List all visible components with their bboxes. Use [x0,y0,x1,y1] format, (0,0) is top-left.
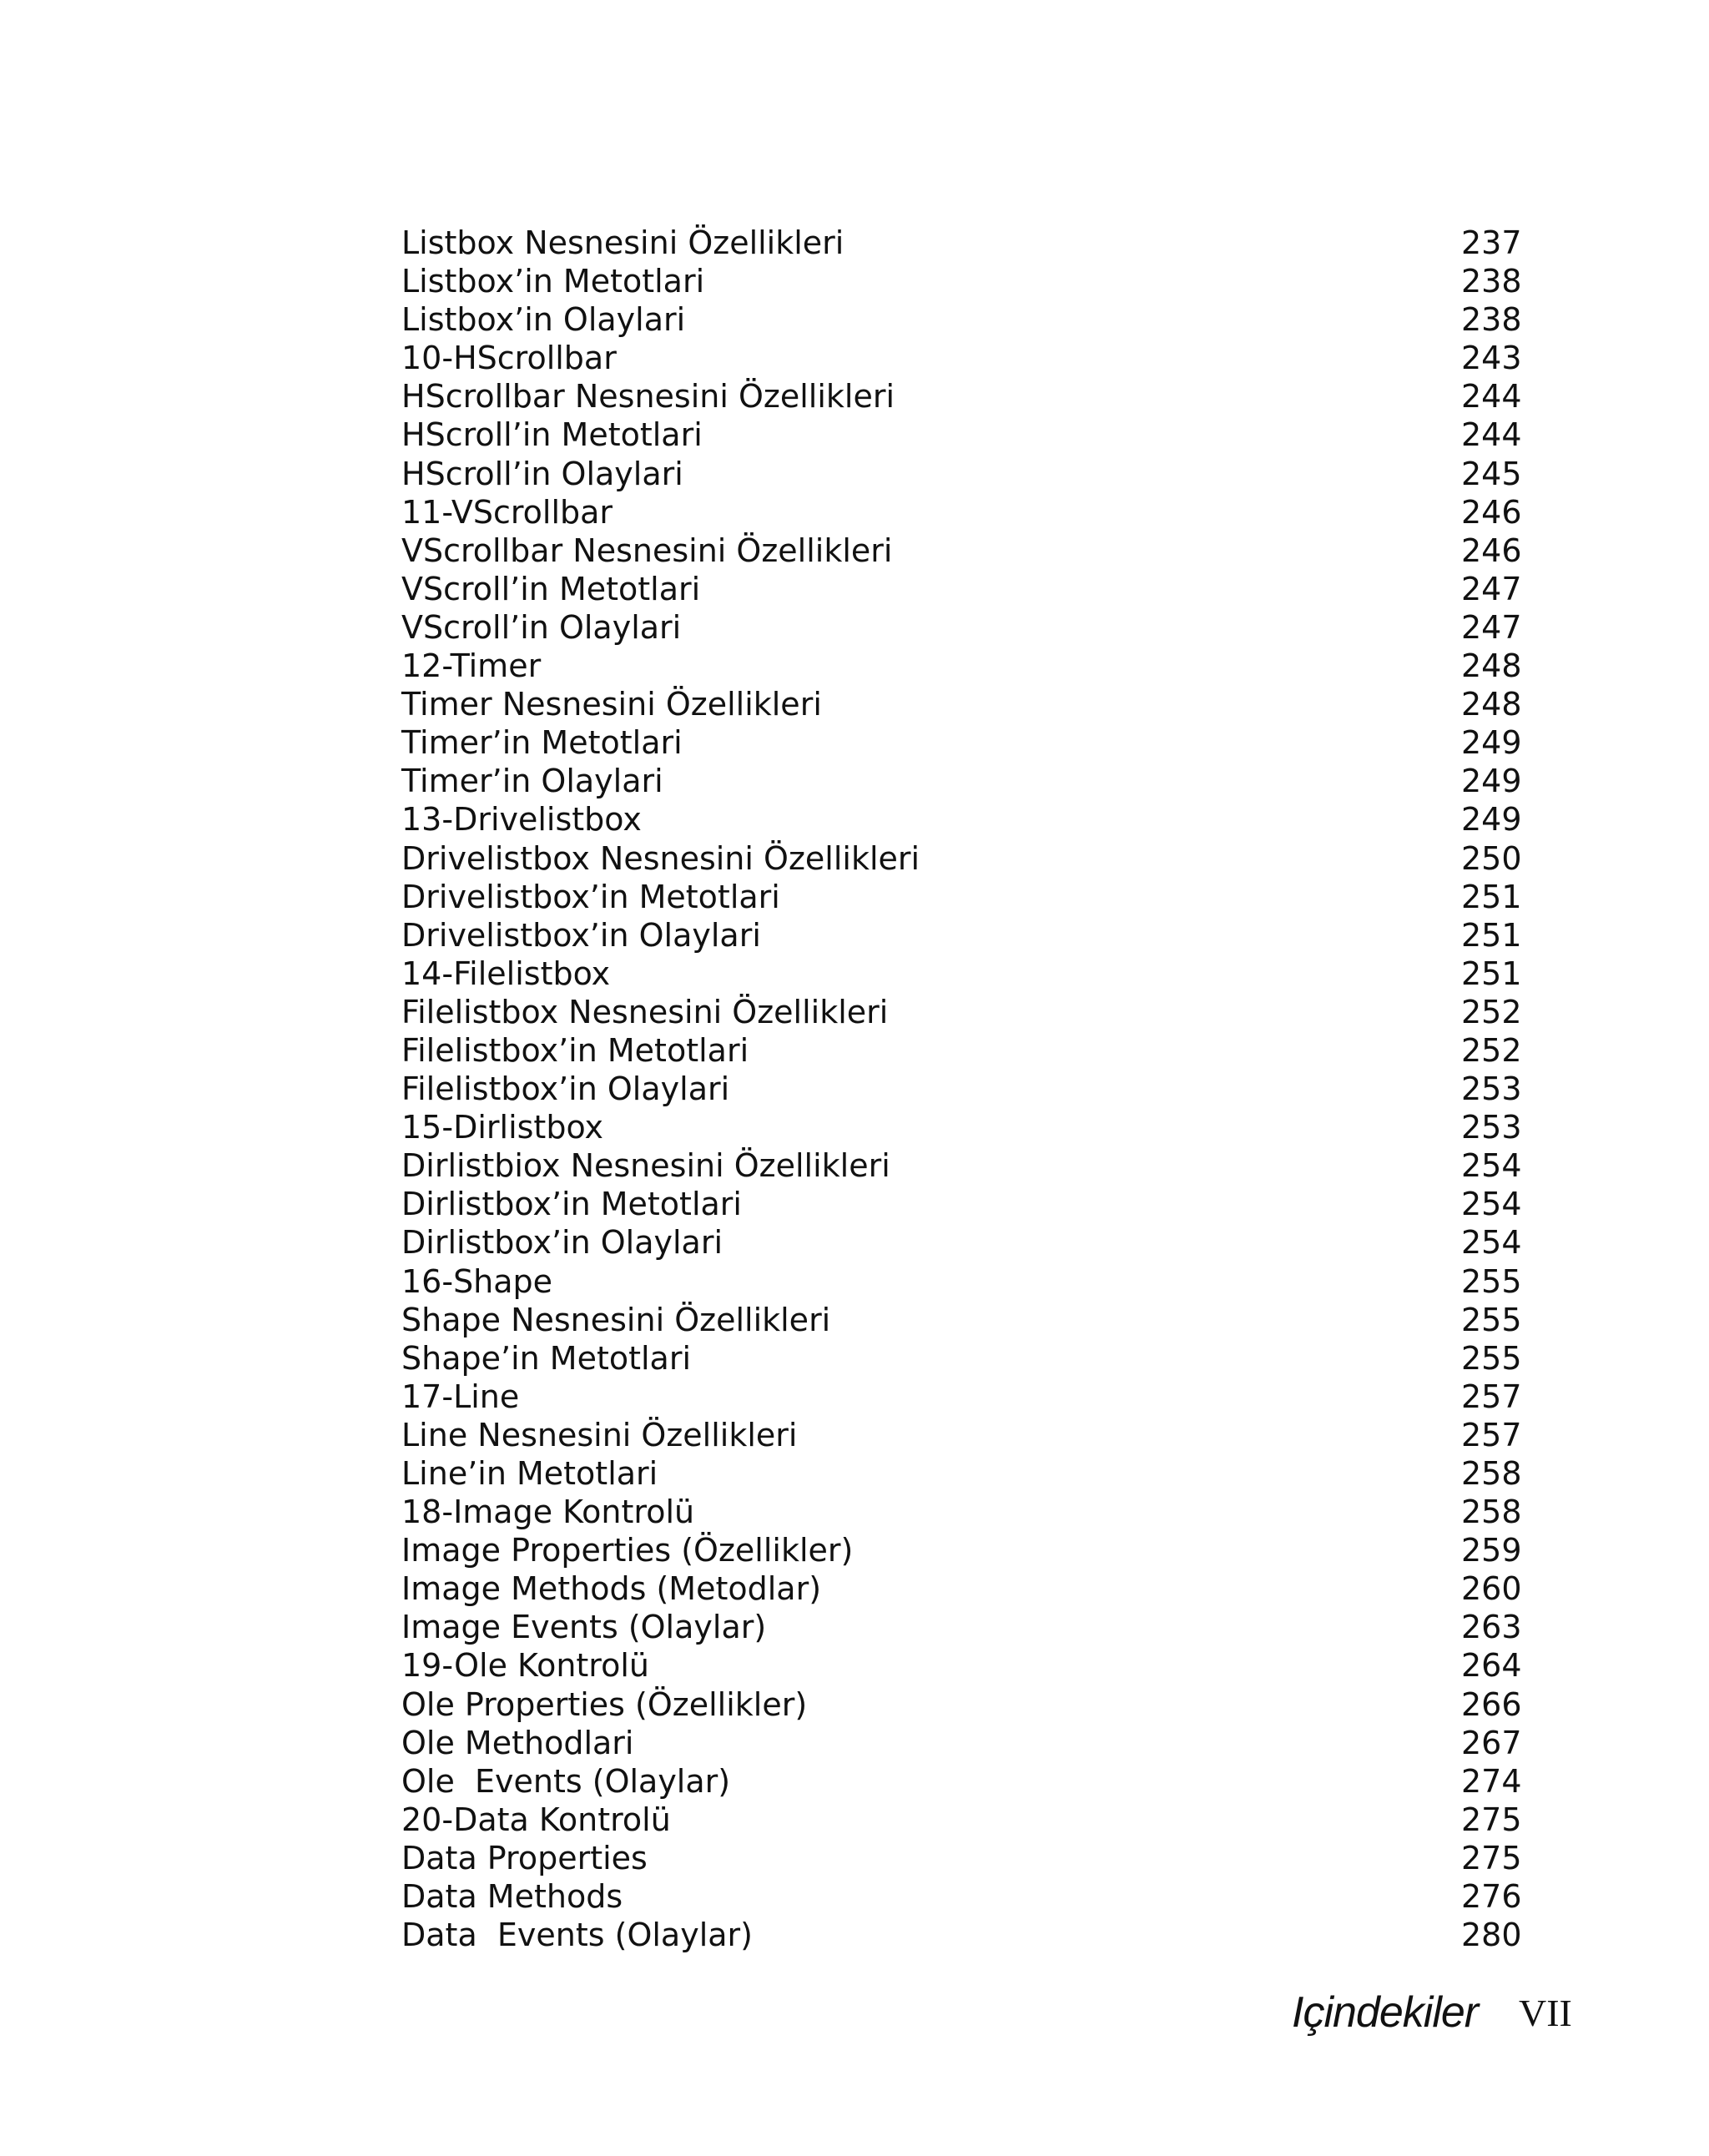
toc-entry-title: 19-Ole Kontrolü [401,1647,649,1685]
toc-entry [401,1646,1520,1685]
toc-entry-title: 18-Image Kontrolü [401,1494,695,1531]
toc-entry [401,1724,1520,1762]
toc-entry [401,1223,1520,1262]
toc-entry-page: 266 [1461,1685,1522,1723]
toc-entry-title: Shape’in Metotlari [401,1339,692,1377]
toc-entry-page: 267 [1461,1724,1522,1761]
toc-entry [401,300,1520,339]
toc-entry-page: 244 [1461,416,1522,454]
toc-entry-title: 20-Data Kontrolü [401,1801,671,1838]
toc-entry-title: Drivelistbox’in Olaylari [401,916,761,954]
toc-entry-title: Drivelistbox’in Metotlari [401,878,780,915]
toc-entry [401,1031,1520,1070]
toc-entry-title: 16-Shape [401,1262,553,1300]
toc-entry [401,570,1520,608]
toc-entry [401,955,1520,993]
toc-entry [401,1685,1520,1724]
toc-entry [401,723,1520,762]
toc-entry-title: 13-Drivelistbox [401,801,642,839]
toc-entry-title: Dirlistbiox Nesnesini Özellikleri [401,1147,890,1185]
toc-entry-page: 258 [1461,1455,1522,1492]
toc-entry-title: Listbox’in Olaylari [401,301,686,339]
toc-entry-title: HScroll’in Olaylari [401,455,683,492]
toc-entry-title: Timer’in Olaylari [401,763,663,800]
toc-entry [401,455,1520,493]
toc-entry [401,416,1520,454]
toc-entry-title: Shape Nesnesini Özellikleri [401,1301,831,1338]
toc-entry-page: 276 [1461,1878,1522,1916]
toc-entry-page: 245 [1461,455,1522,492]
toc-entry [401,1608,1520,1646]
toc-entry-page: 244 [1461,378,1522,416]
toc-entry [401,493,1520,531]
toc-entry-title: HScroll’in Metotlari [401,416,703,454]
toc-entry [401,1339,1520,1378]
toc-entry-title: VScrollbar Nesnesini Özellikleri [401,531,893,569]
toc-entry [401,1916,1520,1954]
toc-entry-title: Filelistbox’in Metotlari [401,1031,749,1069]
toc-entry-title: Ole Methodlari [401,1724,634,1761]
toc-entry [401,878,1520,916]
toc-entry [401,1801,1520,1839]
toc-entry [401,1877,1520,1916]
page-number: VII [1519,1992,1572,2034]
toc-entry-page: 275 [1461,1839,1522,1876]
toc-entry [401,647,1520,685]
toc-entry [401,1762,1520,1801]
toc-entry [401,1531,1520,1569]
toc-entry-page: 251 [1461,878,1522,915]
toc-entry-title: VScroll’in Metotlari [401,570,701,607]
toc-entry [401,916,1520,955]
toc-entry [401,1262,1520,1301]
toc-entry-page: 253 [1461,1070,1522,1108]
toc-entry-title: 11-VScrollbar [401,493,613,531]
toc-entry-page: 255 [1461,1262,1522,1300]
toc-entry-title: Data Methods [401,1878,623,1916]
toc-entry [401,839,1520,878]
toc-entry-page: 252 [1461,993,1522,1030]
toc-entry-page: 249 [1461,801,1522,839]
toc-entry-page: 254 [1461,1186,1522,1223]
toc-entry [401,224,1520,262]
toc-entry-title: Image Properties (Özellikler) [401,1532,854,1569]
toc-entry-page: 275 [1461,1801,1522,1838]
toc-entry [401,800,1520,839]
toc-entry [401,531,1520,570]
toc-entry [401,1070,1520,1108]
toc-entry [401,608,1520,647]
toc-entry-page: 246 [1461,531,1522,569]
toc-entry-title: HScrollbar Nesnesini Özellikleri [401,378,895,416]
toc-entry-page: 248 [1461,647,1522,685]
toc-entry-title: 10-HScrollbar [401,340,617,377]
running-footer-title: Içindekiler [1292,1988,1479,2037]
toc-entry-title: 14-Filelistbox [401,955,611,992]
toc-entry-title: Line Nesnesini Özellikleri [401,1416,798,1453]
toc-entry-title: Filelistbox Nesnesini Özellikleri [401,993,889,1030]
toc-entry-title: Timer’in Metotlari [401,724,683,762]
toc-entry [401,1146,1520,1185]
toc-entry-page: 280 [1461,1917,1522,1954]
toc-entry-page: 243 [1461,340,1522,377]
toc-entry-title: Timer Nesnesini Özellikleri [401,686,822,723]
toc-entry [401,1493,1520,1531]
toc-entry-page: 258 [1461,1494,1522,1531]
toc-entry [401,762,1520,800]
toc-entry-page: 237 [1461,224,1522,261]
toc-entry-page: 250 [1461,839,1522,877]
toc-entry-page: 254 [1461,1224,1522,1262]
toc-entry-title: 12-Timer [401,647,542,685]
toc-entry-page: 249 [1461,724,1522,762]
toc-entry-title: Ole Properties (Özellikler) [401,1685,808,1723]
toc-entry-page: 259 [1461,1532,1522,1569]
toc-entry [401,262,1520,300]
toc-entry [401,993,1520,1031]
toc-entry [401,1185,1520,1223]
toc-entry-page: 253 [1461,1109,1522,1146]
toc-entry-page: 238 [1461,301,1522,339]
toc-entry [401,377,1520,416]
toc-entry-title: Listbox’in Metotlari [401,263,705,300]
toc-entry-title: Filelistbox’in Olaylari [401,1070,730,1108]
toc-entry-title: Dirlistbox’in Metotlari [401,1186,742,1223]
toc-entry-title: Image Methods (Metodlar) [401,1570,822,1608]
toc-entry [401,685,1520,723]
toc-entry-title: Data Events (Olaylar) [401,1917,753,1954]
toc-entry-page: 260 [1461,1570,1522,1608]
toc-entry-page: 255 [1461,1301,1522,1338]
toc-entry-title: Line’in Metotlari [401,1455,658,1492]
toc-entry-page: 238 [1461,263,1522,300]
toc-entry-page: 246 [1461,493,1522,531]
toc-entry-page: 247 [1461,570,1522,607]
toc-entry-page: 255 [1461,1339,1522,1377]
toc-entry-page: 249 [1461,763,1522,800]
toc-entry-page: 251 [1461,916,1522,954]
toc-entry-title: Image Events (Olaylar) [401,1609,767,1646]
toc-entry-page: 247 [1461,608,1522,646]
toc-entry-page: 251 [1461,955,1522,992]
toc-entry [401,1416,1520,1454]
toc-entry-page: 263 [1461,1609,1522,1646]
toc-entry [401,1378,1520,1416]
toc-entry-page: 274 [1461,1762,1522,1800]
toc-entry [401,1569,1520,1608]
toc-entry-title: Data Properties [401,1839,648,1876]
toc-entry-page: 248 [1461,686,1522,723]
toc-entry-page: 252 [1461,1031,1522,1069]
toc-entry-title: Drivelistbox Nesnesini Özellikleri [401,839,920,877]
toc-entry [401,339,1520,377]
toc-entry-title: Dirlistbox’in Olaylari [401,1224,723,1262]
toc-entry-page: 264 [1461,1647,1522,1685]
table-of-contents [401,224,1520,1954]
toc-entry-title: 15-Dirlistbox [401,1109,604,1146]
toc-entry-title: Ole Events (Olaylar) [401,1762,731,1800]
toc-entry [401,1839,1520,1877]
toc-entry-title: Listbox Nesnesini Özellikleri [401,224,844,261]
toc-entry-title: 17-Line [401,1378,520,1415]
toc-entry [401,1108,1520,1146]
toc-entry-page: 254 [1461,1147,1522,1185]
toc-entry [401,1454,1520,1493]
toc-entry-title: VScroll’in Olaylari [401,608,682,646]
toc-entry-page: 257 [1461,1416,1522,1453]
toc-entry [401,1301,1520,1339]
toc-entry-page: 257 [1461,1378,1522,1415]
